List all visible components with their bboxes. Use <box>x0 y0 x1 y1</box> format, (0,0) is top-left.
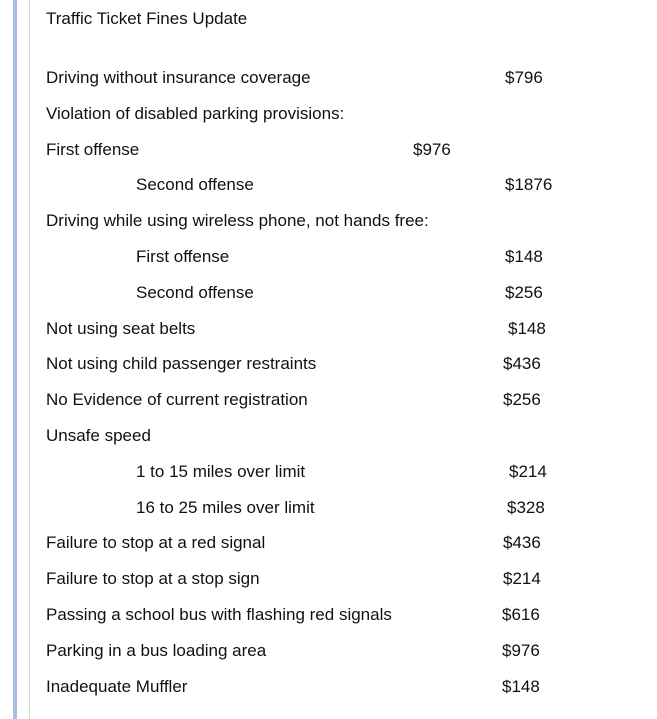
fine-row <box>0 604 657 626</box>
fine-label: No Evidence of current registration <box>46 390 308 409</box>
fine-row <box>0 568 657 590</box>
fine-label: Not using child passenger restraints <box>46 354 317 373</box>
fine-amount: $976 <box>413 140 451 159</box>
fine-amount: $976 <box>502 641 540 660</box>
fine-amount: $436 <box>503 354 541 373</box>
fine-label: Inadequate Muffler <box>46 677 188 696</box>
fine-row <box>0 139 657 161</box>
fine-amount: $796 <box>505 68 543 87</box>
fine-row <box>0 353 657 375</box>
fine-row <box>0 246 657 268</box>
fine-label: Parking in a bus loading area <box>46 641 267 660</box>
section-heading: Violation of disabled parking provisions: <box>46 104 345 123</box>
fine-amount: $214 <box>503 569 541 588</box>
fine-row <box>0 282 657 304</box>
fine-row <box>0 425 657 447</box>
fine-row <box>0 67 657 89</box>
fine-label: Driving without insurance coverage <box>46 68 311 87</box>
fine-label: Failure to stop at a stop sign <box>46 569 260 588</box>
fine-row <box>0 389 657 411</box>
fine-label: 16 to 25 miles over limit <box>136 498 315 517</box>
fine-row <box>0 461 657 483</box>
fine-label: Second offense <box>136 283 254 302</box>
fine-row <box>0 532 657 554</box>
fine-label: 1 to 15 miles over limit <box>136 462 306 481</box>
fine-row <box>0 210 657 232</box>
fine-amount: $1876 <box>505 175 553 194</box>
fine-amount: $256 <box>505 283 543 302</box>
fine-amount: $436 <box>503 533 541 552</box>
fine-label: First offense <box>136 247 230 266</box>
fine-row <box>0 497 657 519</box>
fine-label: Second offense <box>136 175 254 194</box>
fine-label: Not using seat belts <box>46 319 196 338</box>
section-heading: Driving while using wireless phone, not hands free: <box>46 211 429 230</box>
fine-row <box>0 640 657 662</box>
fine-label: First offense <box>46 140 140 159</box>
fine-amount: $214 <box>509 462 547 481</box>
fine-row <box>0 174 657 196</box>
fine-amount: $256 <box>503 390 541 409</box>
fine-amount: $616 <box>502 605 540 624</box>
fine-amount: $328 <box>507 498 545 517</box>
fine-amount: $148 <box>502 677 540 696</box>
fine-amount: $148 <box>505 247 543 266</box>
fine-row <box>0 676 657 698</box>
fine-row <box>0 103 657 125</box>
fine-label: Passing a school bus with flashing red signals <box>46 605 392 624</box>
section-heading: Unsafe speed <box>46 426 151 445</box>
fine-amount: $148 <box>508 319 546 338</box>
fine-label: Failure to stop at a red signal <box>46 533 266 552</box>
page-title: Traffic Ticket Fines Update <box>46 9 248 28</box>
fine-row <box>0 318 657 340</box>
